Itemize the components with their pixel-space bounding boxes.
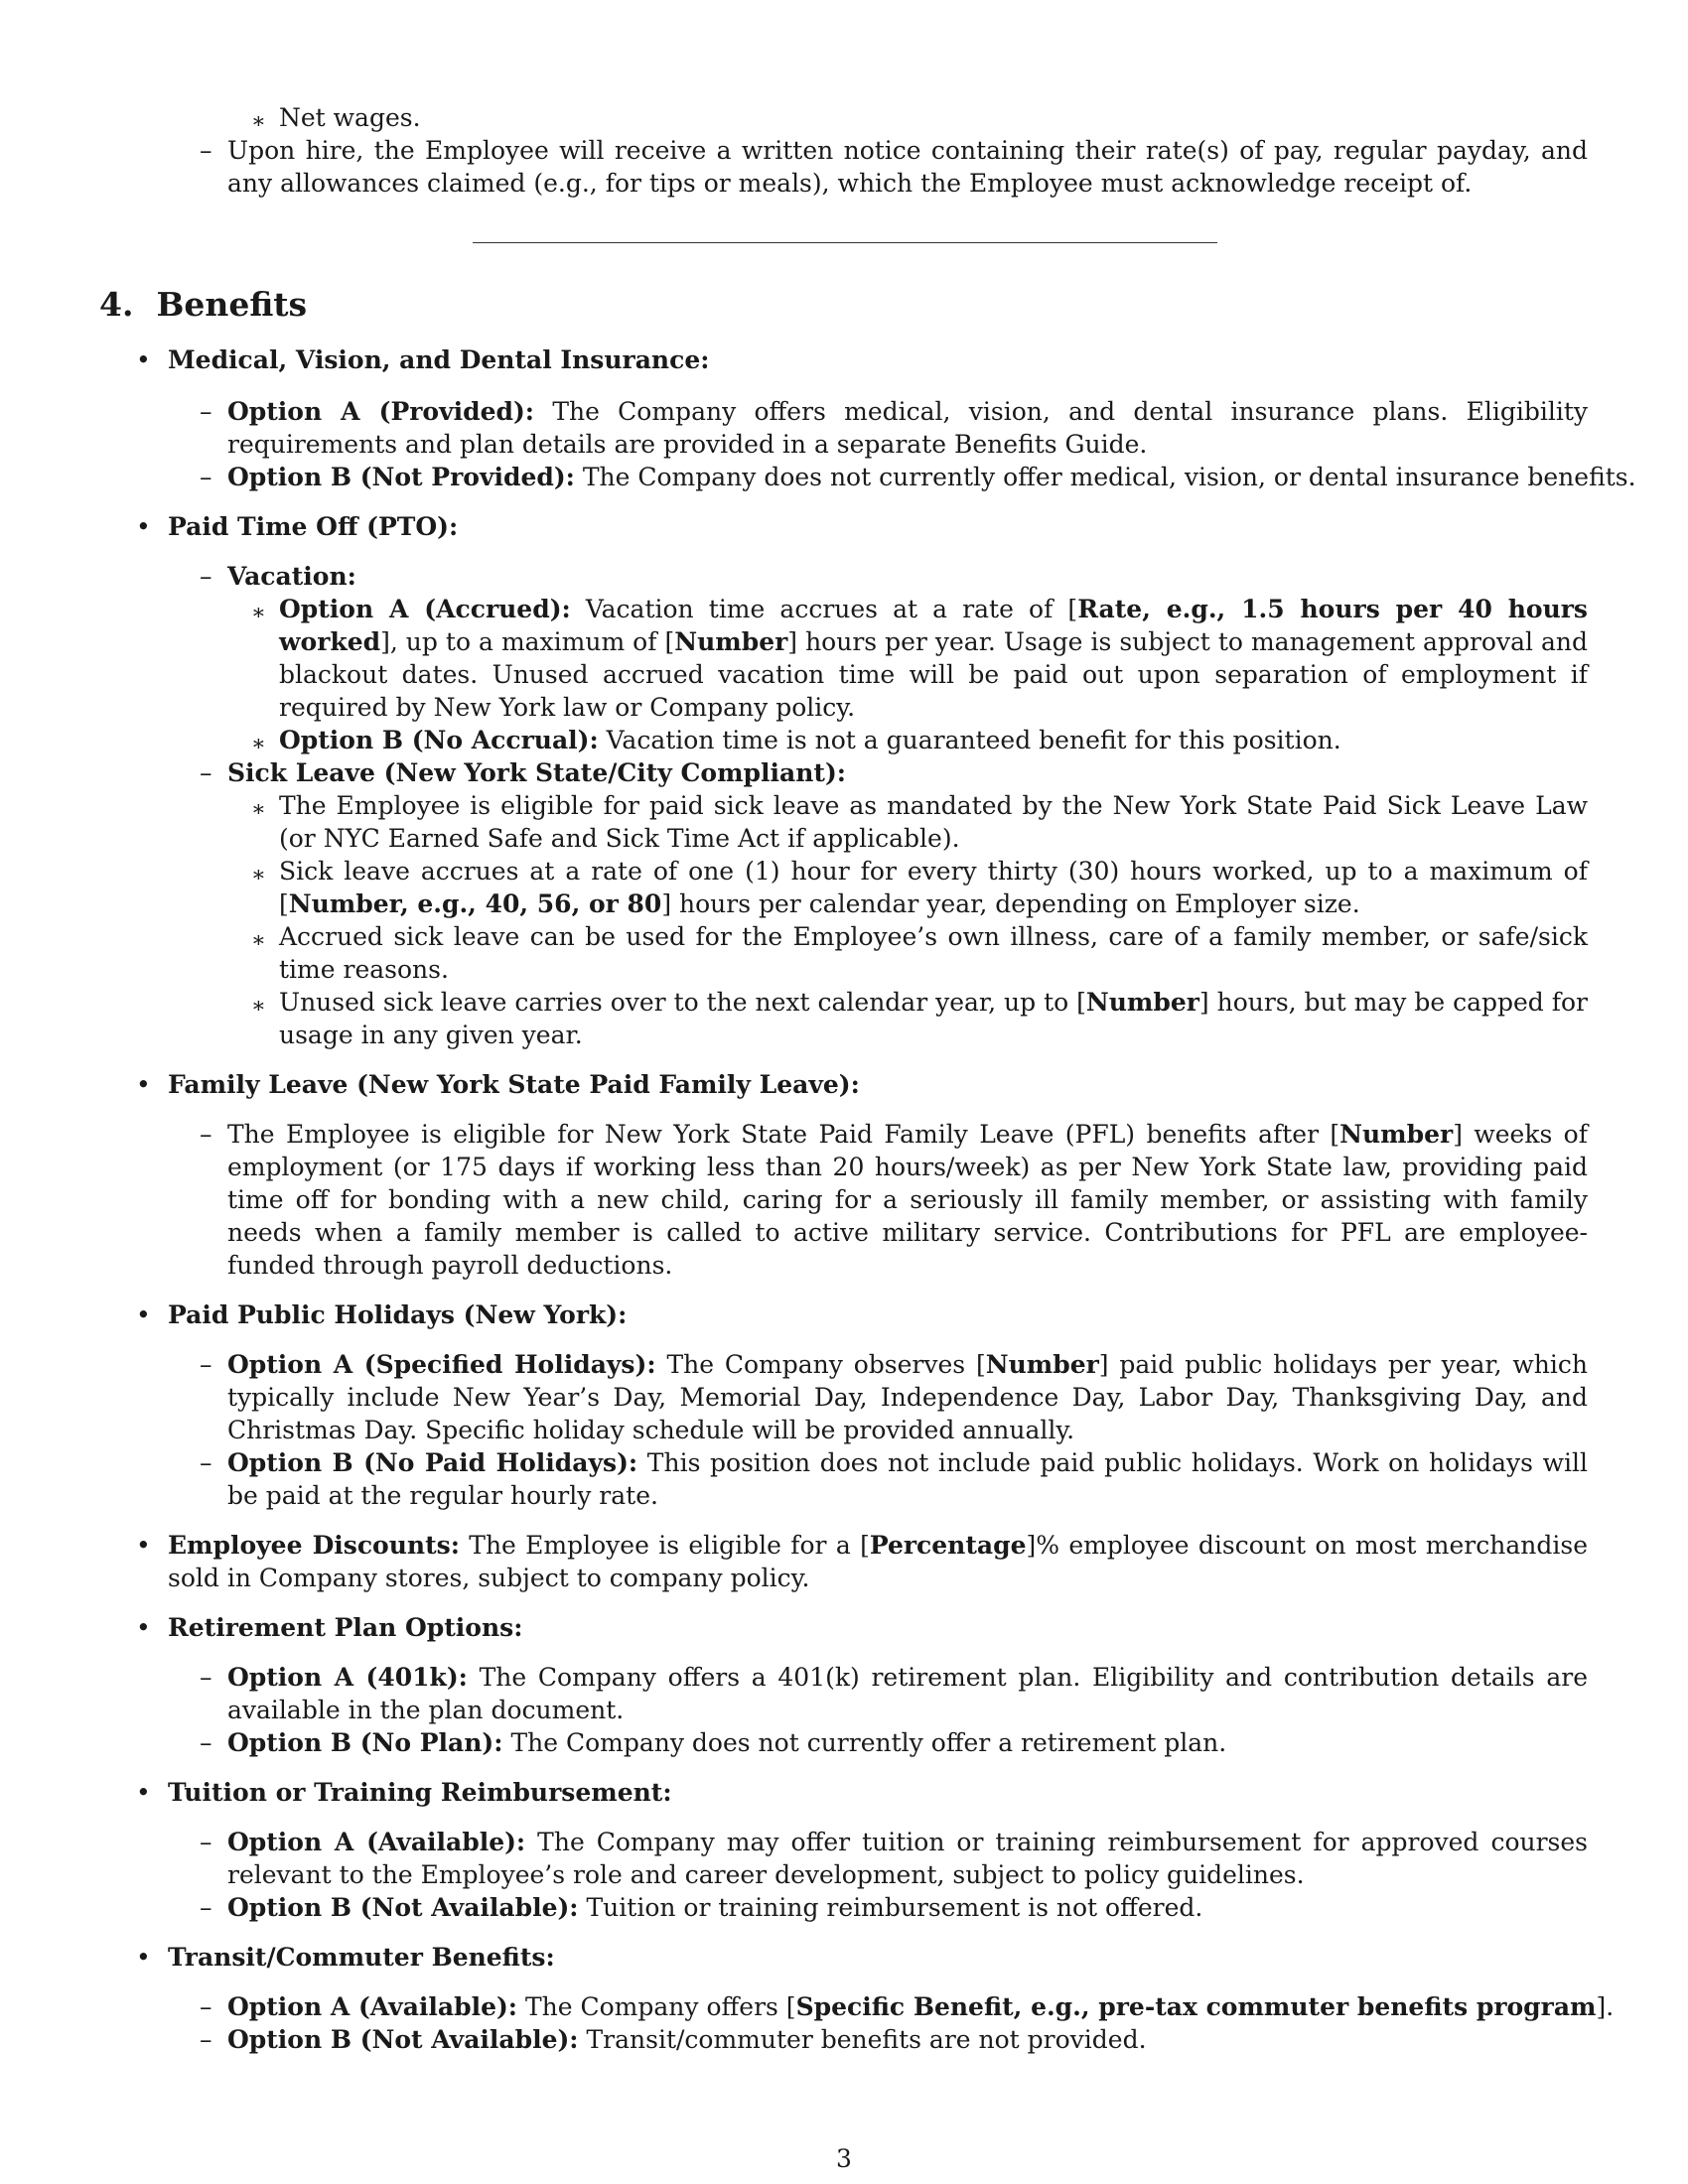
asterisk-bullet: ∗: [251, 732, 266, 756]
option-text-part: ] hours per year. Usage is subject to management approval and blackout dates. Unused accrued vacation time will be paid out upon separation of employment if required by New York law or Company policy.: [279, 627, 1589, 722]
option-label: Option B (No Plan):: [227, 1728, 503, 1757]
round-bullet: •: [136, 1943, 151, 1972]
sick-leave-item-3: Accrued sick leave can be used for the Employee’s own illness, care of a family member, or safe/sick time reasons.: [279, 922, 1588, 984]
sick-leave-item-2: [279, 855, 1588, 920]
dash-bullet: –: [200, 1663, 212, 1692]
option-label: Option A (401k):: [227, 1663, 468, 1692]
option-text: Vacation time is not a guaranteed benefit for this position.: [606, 726, 1341, 754]
placeholder-number: Number, e.g., 40, 56, or 80: [288, 889, 662, 918]
round-bullet: •: [136, 345, 151, 374]
asterisk-bullet: ∗: [251, 863, 266, 887]
dash-bullet: –: [200, 2025, 212, 2054]
round-bullet: •: [136, 1300, 151, 1329]
option-label: Option B (Not Available):: [227, 1893, 579, 1922]
item-text-part: ] hours per calendar year, depending on Employer size.: [661, 889, 1360, 918]
option-label: Option A (Specified Holidays):: [227, 1350, 656, 1379]
pto-heading: Paid Time Off (PTO):: [168, 512, 459, 541]
round-bullet: •: [136, 512, 151, 541]
text-part: The Company offers [: [524, 1992, 796, 2021]
option-label: Option A (Available):: [227, 1992, 518, 2021]
option-label: Option B (Not Available):: [227, 2025, 579, 2054]
notice-paragraph: Upon hire, the Employee will receive a written notice containing their rate(s) of pay, regular payday, and any allowances claimed (e.g., for tips or meals), which the Employee must acknowledge receipt of.: [227, 136, 1588, 198]
section-number: 4.: [99, 285, 134, 324]
page-number: 3: [836, 2144, 852, 2173]
asterisk-bullet: ∗: [251, 994, 266, 1019]
dash-bullet: –: [200, 136, 212, 165]
round-bullet: •: [136, 1531, 151, 1560]
dash-bullet: –: [200, 1350, 212, 1379]
vacation-heading: Vacation:: [227, 562, 356, 591]
placeholder-number: Number: [1339, 1120, 1454, 1149]
text-part: ] weeks of employment (or 175 days if working less than 20 hours/week) as per New York State law, providing paid time off for bonding with a new child, caring for a seriously ill family member, or assisting with family needs when a family member is called to active military service. Contributions for PFL are employee-funded through payroll deductions.: [227, 1120, 1588, 1280]
retirement-option-b: [227, 1726, 1588, 1759]
option-label: Option B (No Accrual):: [279, 726, 599, 754]
tuition-option-b: [227, 1891, 1588, 1924]
text-part: The Employee is eligible for a [: [469, 1531, 870, 1560]
item-text-part: Sick leave accrues at a rate of one (1) hour for every thirty (30) hours worked, up to a maximum of [: [279, 857, 1588, 918]
section-heading-benefits: [99, 285, 308, 324]
option-label: Option A (Available):: [227, 1828, 526, 1856]
dash-bullet: –: [200, 397, 212, 426]
dash-bullet: –: [200, 1893, 212, 1922]
tuition-heading: Tuition or Training Reimbursement:: [168, 1778, 672, 1807]
dash-bullet: –: [200, 1448, 212, 1477]
option-label: Option B (Not Provided):: [227, 463, 575, 491]
asterisk-bullet: ∗: [251, 797, 266, 822]
family-leave-text: [227, 1118, 1588, 1282]
retirement-heading: Retirement Plan Options:: [168, 1613, 523, 1642]
dash-bullet: –: [200, 562, 212, 591]
retirement-option-a: [227, 1661, 1588, 1726]
holidays-option-a: [227, 1348, 1588, 1446]
discounts-label: Employee Discounts:: [168, 1531, 460, 1560]
dash-bullet: –: [200, 1828, 212, 1856]
text-part: The Employee is eligible for New York State Paid Family Leave (PFL) benefits after [: [227, 1120, 1340, 1149]
option-text: Tuition or training reimbursement is not offered.: [586, 1893, 1203, 1922]
tuition-option-a: [227, 1826, 1588, 1891]
option-text-part: ], up to a maximum of [: [380, 627, 675, 656]
vacation-option-a: [279, 593, 1588, 724]
option-label: Option B (No Paid Holidays):: [227, 1448, 638, 1477]
dash-bullet: –: [200, 758, 212, 787]
text-part: employee discount on most merchandise sold in Company stores, subject to company policy.: [168, 1531, 1588, 1592]
option-text: The Company offers a 401(k) retirement plan. Eligibility and contribution details are available in the plan document.: [227, 1663, 1588, 1724]
dash-bullet: –: [200, 1120, 212, 1149]
item-text-part: ] hours, but may be capped for usage in any given year.: [279, 988, 1588, 1049]
horizontal-rule: [473, 242, 1217, 243]
option-text: The Company offers medical, vision, and dental insurance plans. Eligibility requirements and plan details are provided in a separate Benefits Guide.: [227, 397, 1588, 459]
option-text: The Company does not currently offer medical, vision, or dental insurance benefits.: [582, 463, 1636, 491]
option-label: Option A (Provided):: [227, 397, 535, 426]
round-bullet: •: [136, 1778, 151, 1807]
option-label: Option A (Accrued):: [279, 595, 571, 623]
option-text: The Company does not currently offer a retirement plan.: [510, 1728, 1227, 1757]
employee-discounts-item: [168, 1529, 1588, 1594]
medical-option-a: [227, 395, 1588, 461]
asterisk-bullet: ∗: [251, 601, 266, 625]
placeholder-percentage: Percentage: [869, 1531, 1027, 1560]
item-text-part: Unused sick leave carries over to the next calendar year, up to [: [279, 988, 1086, 1017]
option-text: Transit/commuter benefits are not provided.: [586, 2025, 1147, 2054]
placeholder-number: Number: [1085, 988, 1199, 1017]
medical-option-b: [227, 461, 1636, 493]
option-text-part: Vacation time accrues at a rate of [: [585, 595, 1078, 623]
asterisk-bullet: ∗: [251, 109, 266, 134]
placeholder-benefit: Specific Benefit, e.g., pre-tax commuter benefits program: [795, 1992, 1597, 2021]
sick-leave-heading: Sick Leave (New York State/City Compliant):: [227, 758, 847, 787]
text-part: The Company observes [: [666, 1350, 986, 1379]
transit-option-a: [227, 1990, 1618, 2023]
dash-bullet: –: [200, 463, 212, 491]
transit-option-b: [227, 2023, 1588, 2056]
net-wages-item: Net wages.: [279, 103, 421, 132]
placeholder-number: Number: [674, 627, 788, 656]
holidays-option-b: [227, 1446, 1588, 1512]
placeholder-number: Number: [985, 1350, 1099, 1379]
holidays-heading: Paid Public Holidays (New York):: [168, 1300, 628, 1329]
vacation-option-b: [279, 724, 1588, 756]
round-bullet: •: [136, 1070, 151, 1099]
option-text: This position does not include paid public holidays. Work on holidays will be paid at the regular hourly rate.: [227, 1448, 1588, 1510]
text-part: ].: [1596, 1992, 1615, 2021]
sick-leave-item-4: [279, 986, 1588, 1051]
section-title: Benefits: [156, 285, 308, 324]
asterisk-bullet: ∗: [251, 928, 266, 953]
placeholder-rate: Rate, e.g., 1.5 hours per 40 hours worked: [279, 595, 1588, 656]
text-part: ]%: [1026, 1531, 1059, 1560]
sick-leave-item-1: The Employee is eligible for paid sick leave as mandated by the New York State Paid Sick Leave Law (or NYC Earned Safe and Sick Time Act if applicable).: [279, 791, 1588, 853]
text-part: ] paid public holidays per year, which typically include New Year’s Day, Memorial Day, Independence Day, Labor Day, Thanksgiving Day, and Christmas Day. Specific holiday schedule will be provided annually.: [227, 1350, 1589, 1444]
option-text: The Company may offer tuition or training reimbursement for approved courses relevant to the Employee’s role and career development, subject to policy guidelines.: [227, 1828, 1588, 1889]
dash-bullet: –: [200, 1992, 212, 2021]
dash-bullet: –: [200, 1728, 212, 1757]
medical-heading: Medical, Vision, and Dental Insurance:: [168, 345, 710, 374]
family-leave-heading: Family Leave (New York State Paid Family Leave):: [168, 1070, 860, 1099]
round-bullet: •: [136, 1613, 151, 1642]
transit-heading: Transit/Commuter Benefits:: [168, 1943, 555, 1972]
